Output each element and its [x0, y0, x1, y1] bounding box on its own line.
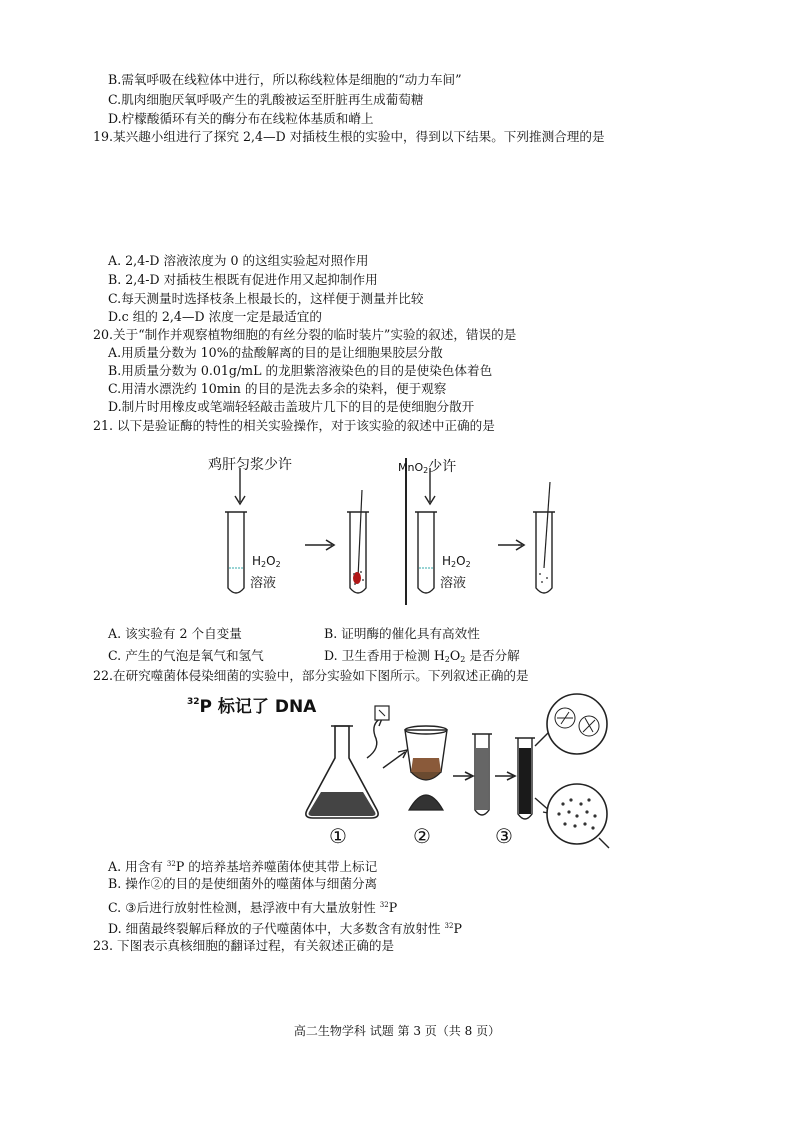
q21-option-b: B. 证明酶的催化具有高效性 — [324, 626, 480, 641]
q21-option-d: D. 卫生香用于检测 $H_2O_2$ 是否分解 — [324, 648, 520, 664]
fig-label-liver: 鸡肝匀浆少许 — [208, 457, 292, 473]
incense-stick-1 — [358, 490, 362, 578]
fig-label-solution-left: 溶液 — [250, 576, 277, 591]
q20-option-c: C.用清水漂洗约 10min 的目的是洗去多余的染料，便于观察 — [108, 381, 447, 396]
q20-option-a: A.用质量分数为 10%的盐酸解离的目的是让细胞果胶层分散 — [108, 345, 443, 360]
q22-option-c: C. ③后进行放射性检测，悬浮液中有大量放射性 $^{32}$P — [108, 900, 398, 915]
phage-experiment-figure — [185, 688, 615, 853]
q21-option-a: A. 该实验有 2 个自变量 — [108, 626, 242, 641]
q21-stem: 21. 以下是验证酶的特性的相关实验操作，对于该实验的叙述中正确的是 — [93, 418, 495, 433]
fig-label-h2o2-right: $H_2O_2$ — [442, 554, 471, 569]
q20-option-d: D.制片时用橡皮或笔端轻轻敲击盖玻片几下的目的是使细胞分散开 — [108, 399, 475, 414]
step-3-label: ③ — [495, 824, 513, 848]
transfer-arrow-2 — [383, 752, 405, 768]
q22-option-b: B. 操作②的目的是使细菌外的噬菌体与细菌分离 — [108, 876, 378, 891]
q19-option-a: A. 2,4-D 溶液浓度为 0 的这组实验起对照作用 — [108, 253, 369, 268]
test-tube-4 — [536, 512, 552, 593]
q23-stem: 23. 下图表示真核细胞的翻译过程，有关叙述正确的是 — [93, 938, 395, 953]
q19-stem: 19.某兴趣小组进行了探究 2,4—D 对插枝生根的实验中，得到以下结果。下列推测合理的是 — [93, 129, 605, 144]
q18-option-d: D.柠檬酸循环有关的酶分布在线粒体基质和嵴上 — [108, 111, 374, 126]
fig-label-mno2: MnO$_2$少许 — [398, 459, 457, 475]
test-tube-1 — [228, 512, 244, 593]
fig-label-solution-right: 溶液 — [440, 576, 467, 591]
fig-label-h2o2-left: $H_2O_2$ — [252, 554, 281, 569]
incense-stick-2 — [544, 482, 550, 568]
page-footer: 高二生物学科 试题 第 3 页（共 8 页） — [293, 1024, 501, 1038]
q19-option-b: B. 2,4-D 对插枝生根既有促进作用又起抑制作用 — [108, 272, 378, 287]
q22-option-a: A. 用含有 $^{32}$P 的培养基培养噬菌体使其带上标记 — [108, 859, 378, 874]
step-1-label: ① — [329, 824, 347, 848]
magnified-phages — [547, 784, 607, 844]
phage-fig-title: $^{32}$P 标记了 DNA — [187, 697, 317, 717]
magnified-bacteria — [547, 694, 607, 754]
q20-option-b: B.用质量分数为 0.01g/mL 的龙胆紫溶液染色的目的是使染色体着色 — [108, 363, 493, 378]
step-2-label: ② — [413, 824, 431, 848]
q19-option-c: C.每天测量时选择枝条上根最长的，这样便于测量并比较 — [108, 291, 424, 306]
q19-option-d: D.c 组的 2,4—D 浓度一定是最适宜的 — [108, 309, 322, 324]
test-tube-3 — [418, 512, 434, 593]
q18-option-c: C.肌肉细胞厌氧呼吸产生的乳酸被运至肝脏再生成葡萄糖 — [108, 92, 424, 107]
q18-option-b: B.需氧呼吸在线粒体中进行，所以称线粒体是细胞的“动力车间” — [108, 72, 462, 87]
q20-stem: 20.关于“制作并观察植物细胞的有丝分裂的临时装片”实验的叙述，错误的是 — [93, 327, 517, 342]
enzyme-experiment-figure — [200, 450, 600, 610]
q21-option-c: C. 产生的气泡是氧气和氢气 — [108, 648, 264, 663]
q22-stem: 22.在研究噬菌体侵染细菌的实验中，部分实验如下图所示。下列叙述正确的是 — [93, 668, 529, 683]
transfer-arrow-1 — [367, 718, 381, 758]
q22-option-d: D. 细菌最终裂解后释放的子代噬菌体中，大多数含有放射性 $^{32}$P — [108, 921, 462, 936]
